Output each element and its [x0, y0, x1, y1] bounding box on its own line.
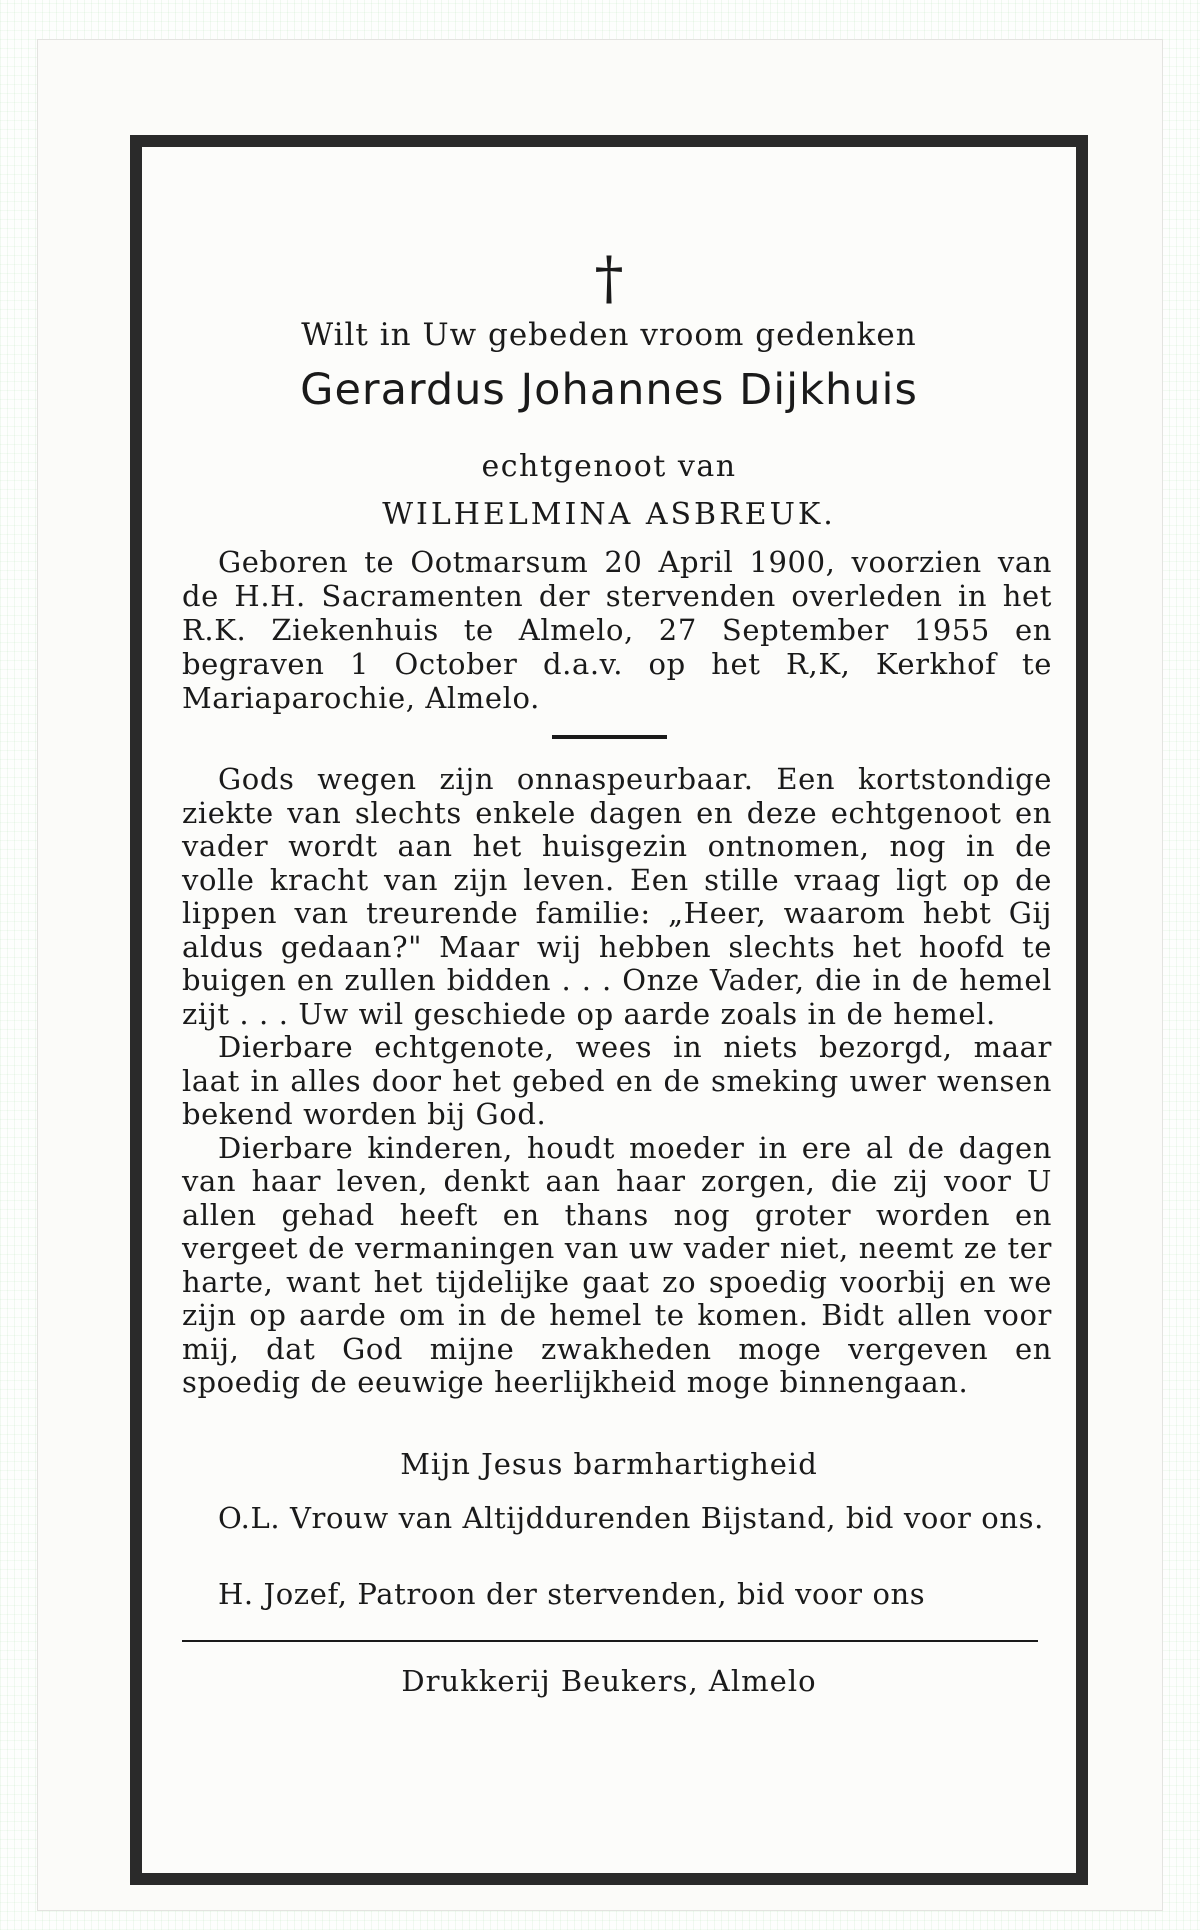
divider: [552, 735, 667, 739]
mourning-border: [130, 135, 1088, 1885]
prayer-jesus: Mijn Jesus barmhartigheid: [400, 1447, 818, 1481]
birth-death-details: Geboren te Ootmarsum 20 April 1900, voorzien van de H.H. Sacramenten der stervenden overleden in het R.K. Ziekenhuis te Almelo, 27 September 1955 en begraven 1 October d.a.v. op het R,K, Kerkhof te Mariaparochie, Almelo.: [182, 545, 1052, 715]
paragraph-2: Dierbare echtgenote, wees in niets bezorgd, maar laat in alles door het gebed en de smeking uwer wensen bekend worden bij God.: [182, 1030, 1052, 1131]
prayer-joseph: H. Jozef, Patroon der stervenden, bid voor ons: [218, 1577, 926, 1611]
bottom-divider: [182, 1640, 1038, 1642]
spouse-name: WILHELMINA ASBREUK.: [382, 497, 836, 532]
memorial-text: [182, 763, 1052, 1400]
prayer-mary: O.L. Vrouw van Altijddurenden Bijstand, bid voor ons.: [218, 1501, 1044, 1535]
spouse-label: echtgenoot van: [481, 449, 737, 484]
paragraph-1: Gods wegen zijn onnaspeurbaar. Een kortstondige ziekte van slechts enkele dagen en deze echtgenoot en vader wordt aan het huisgezin ontnomen, nog in de volle kracht van zijn leven. Een stille vraag ligt op de lippen van treurende familie: „Heer, waarom hebt Gij aldus gedaan?" Maar wij hebben slechts het hoofd te buigen en zullen bidden . . . Onze Vader, die in de hemel zijt . . . Uw wil geschiede op aarde zoals in de hemel.: [182, 762, 1052, 1031]
printer-credit: Drukkerij Beukers, Almelo: [401, 1664, 817, 1698]
deceased-name: Gerardus Johannes Dijkhuis: [300, 365, 918, 415]
paragraph-3: Dierbare kinderen, houdt moeder in ere al de dagen van haar leven, denkt aan haar zorgen, die zij voor U allen gehad heeft en thans nog groter worden en vergeet de vermaningen van uw vader niet, neemt ze ter harte, want het tijdelijke gaat zo spoedig voorbij en we zijn op aarde om in de hemel te komen. Bidt allen voor mij, dat God mijne zwakheden moge vergeven en spoedig de eeuwige heerlijkheid moge binnengaan.: [182, 1130, 1052, 1399]
cross-icon: †: [594, 244, 624, 312]
memorial-card: [38, 40, 1162, 1910]
intro-line: Wilt in Uw gebeden vroom gedenken: [301, 317, 917, 353]
